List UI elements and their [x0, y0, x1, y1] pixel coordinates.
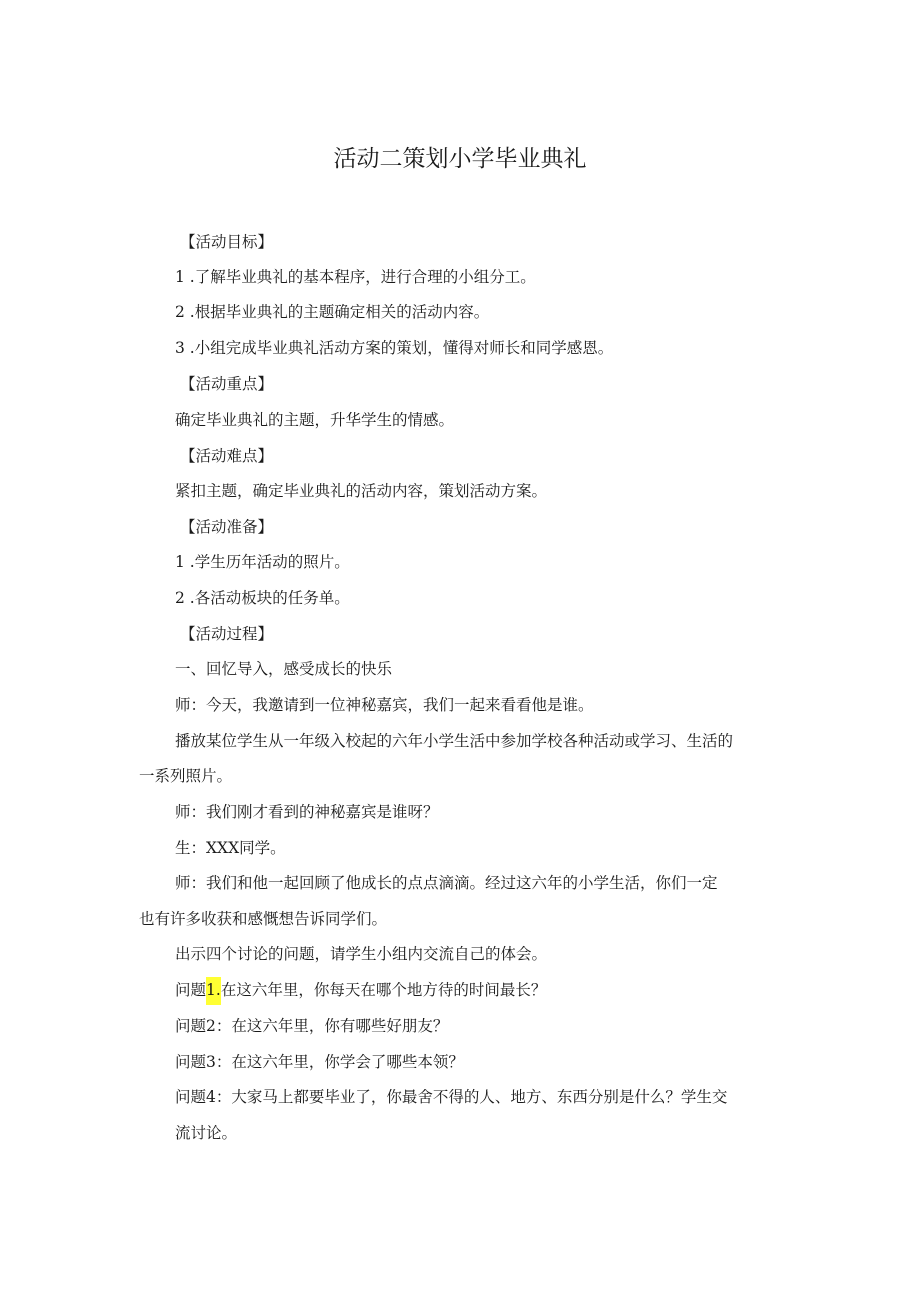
question-4-line-2: 流讨论。: [175, 1124, 238, 1142]
preparation-item-1: 1 .学生历年活动的照片。: [175, 553, 350, 571]
document-title: 活动二策划小学毕业典礼: [333, 146, 587, 172]
objective-item-3: 3 .小组完成毕业典礼活动方案的策划，懂得对师长和同学感恩。: [175, 339, 614, 357]
question-1-text: 在这六年里，你每天在哪个地方待的时间最长？: [220, 981, 547, 999]
process-paragraph-2-line-1: 播放某位学生从一年级入校起的六年小学生活中参加学校各种活动或学习、生活的: [175, 732, 734, 750]
question-4-line-1: 问题4：大家马上都要毕业了，你最舍不得的人、地方、东西分别是什么？学生交: [175, 1088, 728, 1106]
process-paragraph-1: 师：今天，我邀请到一位神秘嘉宾，我们一起来看看他是谁。: [175, 696, 594, 714]
question-1: [175, 980, 546, 1000]
process-paragraph-5-line-2: 也有许多收获和感慨想告诉同学们。: [139, 910, 388, 928]
preparation-heading: 【活动准备】: [180, 518, 274, 536]
question-3: 问题3：在这六年里，你学会了哪些本领？: [175, 1053, 464, 1071]
objective-item-2: 2 .根据毕业典礼的主题确定相关的活动内容。: [175, 303, 490, 321]
objectives-heading: 【活动目标】: [180, 233, 274, 251]
difficulty-text: 紧扣主题，确定毕业典礼的活动内容，策划活动方案。: [175, 482, 548, 500]
preparation-item-2: 2 .各活动板块的任务单。: [175, 589, 350, 607]
process-paragraph-4: 生：XXX同学。: [175, 839, 286, 857]
focus-heading: 【活动重点】: [180, 375, 274, 393]
difficulty-heading: 【活动难点】: [180, 447, 274, 465]
focus-text: 确定毕业典礼的主题，升华学生的情感。: [175, 411, 455, 429]
process-paragraph-6: 出示四个讨论的问题，请学生小组内交流自己的体会。: [175, 945, 548, 963]
process-paragraph-5-line-1: 师：我们和他一起回顾了他成长的点点滴滴。经过这六年的小学生活，你们一定: [175, 874, 718, 892]
process-paragraph-2-line-2: 一系列照片。: [139, 767, 233, 785]
question-2: 问题2：在这六年里，你有哪些好朋友？: [175, 1017, 449, 1035]
highlighted-number: 1.: [206, 977, 221, 1005]
objective-item-1: 1 .了解毕业典礼的基本程序，进行合理的小组分工。: [175, 268, 536, 286]
process-section-1: 一、回忆导入，感受成长的快乐: [175, 660, 393, 678]
process-heading: 【活动过程】: [180, 625, 274, 643]
process-paragraph-3: 师：我们刚才看到的神秘嘉宾是谁呀？: [175, 803, 439, 821]
question-1-prefix: 问题: [175, 981, 207, 999]
